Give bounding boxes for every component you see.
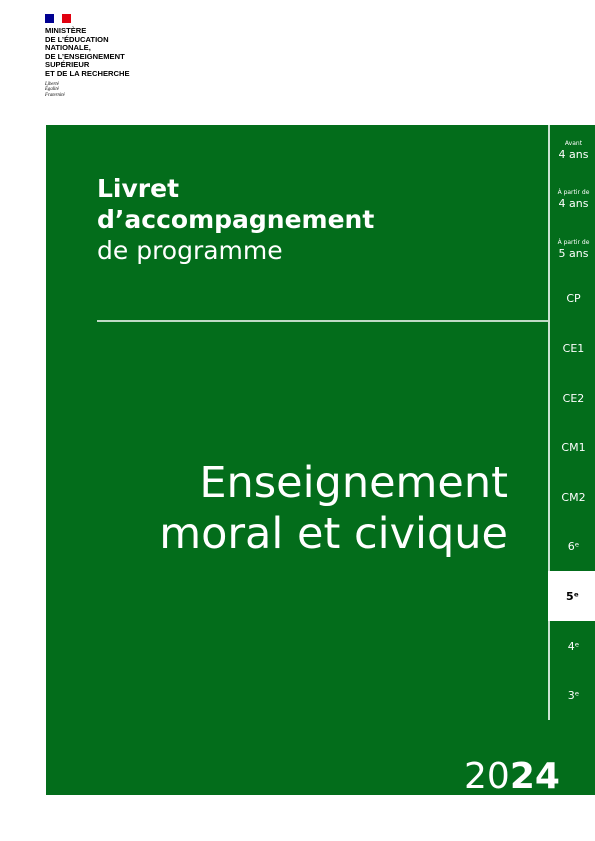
french-flag-icon: [45, 14, 71, 23]
level-label: 4ᵉ: [567, 639, 580, 653]
level-item: [550, 224, 595, 274]
level-index: [548, 125, 595, 720]
level-item: [550, 671, 595, 721]
level-qualifier: Avant: [564, 139, 583, 147]
level-label: CE1: [562, 341, 585, 355]
subject-title: [159, 458, 508, 560]
title-subline: de programme: [97, 236, 283, 265]
level-item: [550, 274, 595, 324]
level-item: [550, 472, 595, 522]
motto-line: Égalité: [45, 87, 59, 93]
level-qualifier: À partir de: [557, 189, 590, 197]
year-bold: 24: [509, 756, 560, 797]
level-label: CE2: [562, 391, 585, 405]
title-line: Livret: [97, 174, 180, 203]
level-item: [550, 323, 595, 373]
year-light: 20: [464, 756, 510, 797]
motto-line: Liberté: [45, 81, 59, 87]
ministry-line: ET DE LA RECHERCHE: [45, 68, 130, 78]
subject-line: moral et civique: [159, 509, 508, 559]
level-item: [550, 373, 595, 423]
level-qualifier: À partir de: [557, 238, 590, 246]
motto-line: Fraternité: [45, 92, 65, 98]
cover-panel: [46, 125, 595, 795]
level-item: [550, 522, 595, 572]
ministry-line: DE L’ENSEIGNEMENT: [45, 51, 125, 61]
level-item: [550, 125, 595, 175]
level-label: 5ᵉ: [566, 589, 579, 603]
ministry-line: SUPÉRIEUR: [45, 60, 90, 70]
level-label: 6ᵉ: [567, 540, 580, 554]
subject-line: Enseignement: [199, 458, 508, 508]
ministry-name: [45, 27, 130, 79]
level-label: 5 ans: [558, 246, 589, 260]
ministry-line: NATIONALE,: [45, 43, 91, 53]
title-line: d’accompagnement: [97, 205, 375, 234]
level-label: CM2: [561, 490, 586, 504]
booklet-title: [97, 173, 374, 266]
level-label: 3ᵉ: [567, 689, 580, 703]
level-item: [550, 621, 595, 671]
level-label: 4 ans: [558, 197, 589, 211]
level-item: [548, 571, 595, 621]
year-label: [464, 757, 560, 797]
title-divider: [97, 320, 548, 322]
ministry-line: DE L’ÉDUCATION: [45, 34, 109, 44]
level-label: CP: [566, 292, 581, 306]
level-label: 4 ans: [558, 147, 589, 161]
republic-motto: [45, 82, 130, 99]
level-item: [550, 175, 595, 225]
level-item: [550, 423, 595, 473]
ministry-line: MINISTÈRE: [45, 26, 87, 35]
ministry-header: [45, 14, 130, 98]
level-label: CM1: [561, 441, 586, 455]
